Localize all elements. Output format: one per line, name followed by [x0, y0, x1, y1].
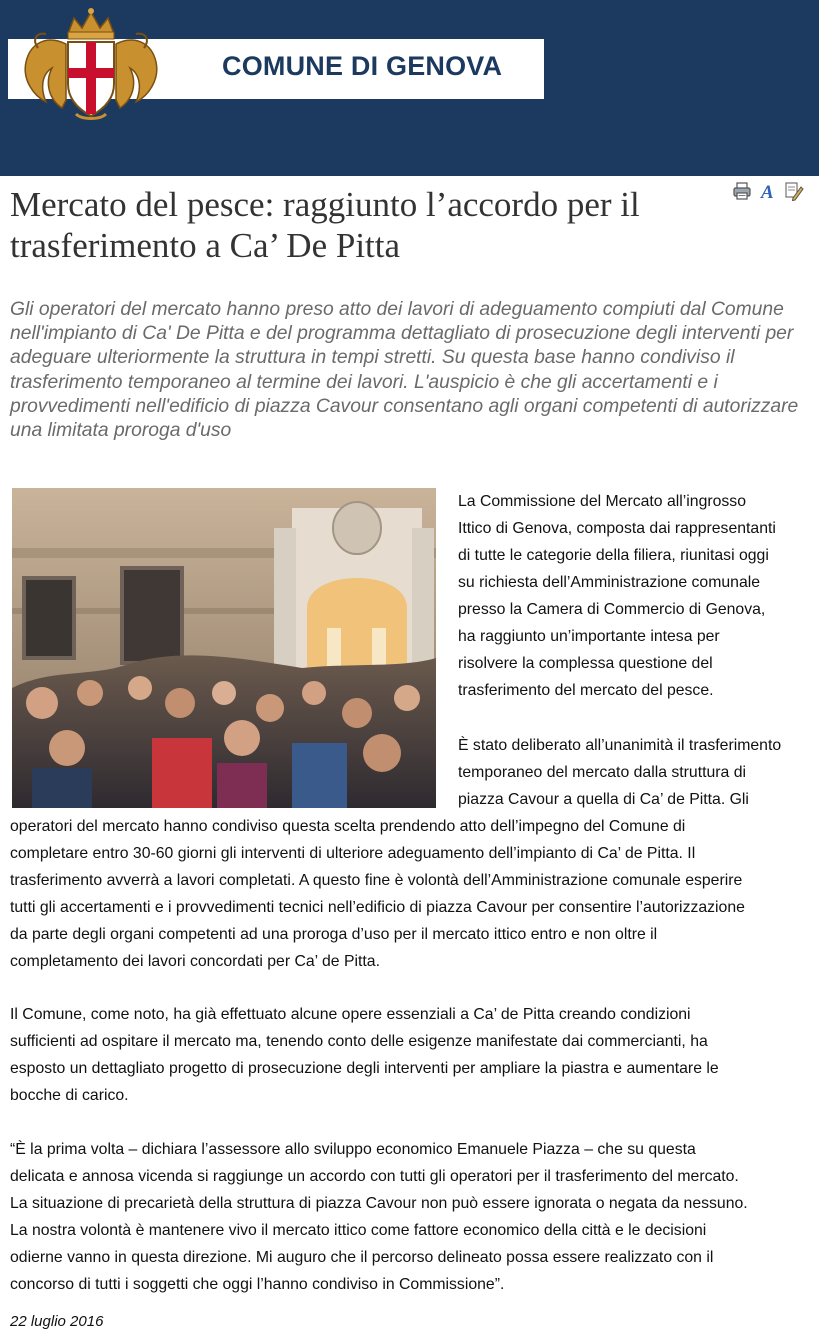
text-line: bocche di carico. [10, 1087, 129, 1104]
text-line: ha raggiunto un’importante intesa per [458, 628, 720, 645]
text-line: da parte degli organi competenti ad una proroga d’uso per il mercato ittico entro e non oltre il [10, 926, 658, 943]
text-line: Il Comune, come noto, ha già effettuato alcune opere essenziali a Ca’ de Pitta creando condizioni [10, 1006, 691, 1023]
text-line: La nostra volontà è mantenere vivo il mercato ittico come fattore economico della città e le decisioni [10, 1222, 707, 1239]
paragraph-3 [10, 1001, 810, 1109]
text-line: esposto un dettagliato progetto di prosecuzione degli interventi per ampliare la piastra e aumentare le [10, 1060, 719, 1077]
text-line: “È la prima volta – dichiara l’assessore allo sviluppo economico Emanuele Piazza – che su questa [10, 1141, 696, 1158]
text-line: odierne vanno in questa direzione. Mi auguro che il percorso delineato possa essere realizzato con il [10, 1249, 714, 1266]
site-header [0, 0, 819, 176]
article-date: 22 luglio 2016 [10, 1313, 104, 1330]
text-line: tutti gli accertamenti e i provvedimenti tecnici nell’edificio di piazza Cavour per consentire l’autorizzazione [10, 899, 745, 916]
text-line: su richiesta dell’Amministrazione comunale [458, 574, 761, 591]
crest-icon[interactable] [16, 4, 166, 122]
text-line: completamento dei lavori concordati per Ca’ de Pitta. [10, 953, 380, 970]
text-line: delicata e annosa vicenda si raggiunge un accordo con tutti gli operatori per il trasferimento del mercato. [10, 1168, 739, 1185]
paragraph-1 [458, 488, 818, 704]
svg-text:A: A [761, 182, 774, 201]
text-line: risolvere la complessa questione del [458, 655, 713, 672]
text-line: concorso di tutti i soggetti che oggi l’hanno condiviso in Commissione”. [10, 1276, 505, 1293]
paragraph-4-quote [10, 1136, 810, 1298]
text-line: È stato deliberato all’unanimità il trasferimento [458, 737, 782, 754]
article-title: Mercato del pesce: raggiunto l’accordo per il trasferimento a Ca’ De Pitta [10, 185, 640, 265]
text-line: trasferimento del mercato del pesce. [458, 682, 714, 699]
edit-icon[interactable] [784, 181, 804, 201]
print-icon[interactable] [732, 181, 752, 201]
text-line: operatori del mercato hanno condiviso questa scelta prendendo atto dell’impegno del Comune di [10, 818, 686, 835]
article-tools [732, 181, 808, 203]
paragraph-2-column [458, 732, 818, 813]
text-line: piazza Cavour a quella di Ca’ de Pitta. Gli [458, 791, 749, 808]
text-line: La Commissione del Mercato all’ingrosso [458, 493, 746, 510]
crowd-photo [12, 488, 436, 808]
text-line: presso la Camera di Commercio di Genova, [458, 601, 766, 618]
site-name: COMUNE DI GENOVA [222, 51, 503, 81]
text-line: Ittico di Genova, composta dai rappresentanti [458, 520, 776, 537]
font-size-icon[interactable] [758, 181, 778, 201]
text-line: temporaneo del mercato dalla struttura di [458, 764, 747, 781]
article-abstract: Gli operatori del mercato hanno preso atto dei lavori di adeguamento compiuti dal Comune nell'impianto di Ca' De Pitta e del programma dettagliato di prosecuzione degli interventi per adeguare ulteriormente la struttura in tempi stretti. Su questa base hanno condiviso il trasferimento temporaneo al termine dei lavori. L'auspicio è che gli accertamenti e i provvedimenti nell'edificio di piazza Cavour consentano agli organi competenti di autorizzare una limitata proroga d'uso [10, 299, 799, 442]
paragraph-2 [10, 813, 810, 975]
text-line: sufficienti ad ospitare il mercato ma, tenendo conto delle esigenze manifestate dai commercianti, ha [10, 1033, 708, 1050]
text-line: completare entro 30-60 giorni gli interventi di ulteriore adeguamento dell’impianto di Ca’ de Pitta. Il [10, 845, 696, 862]
text-line: trasferimento avverrà a lavori completati. A questo fine è volontà dell’Amministrazione comunale esperire [10, 872, 743, 889]
text-line: di tutte le categorie della filiera, riunitasi oggi [458, 547, 769, 564]
text-line: La situazione di precarietà della struttura di piazza Cavour non può essere ignorata o negata da nessuno. [10, 1195, 748, 1212]
